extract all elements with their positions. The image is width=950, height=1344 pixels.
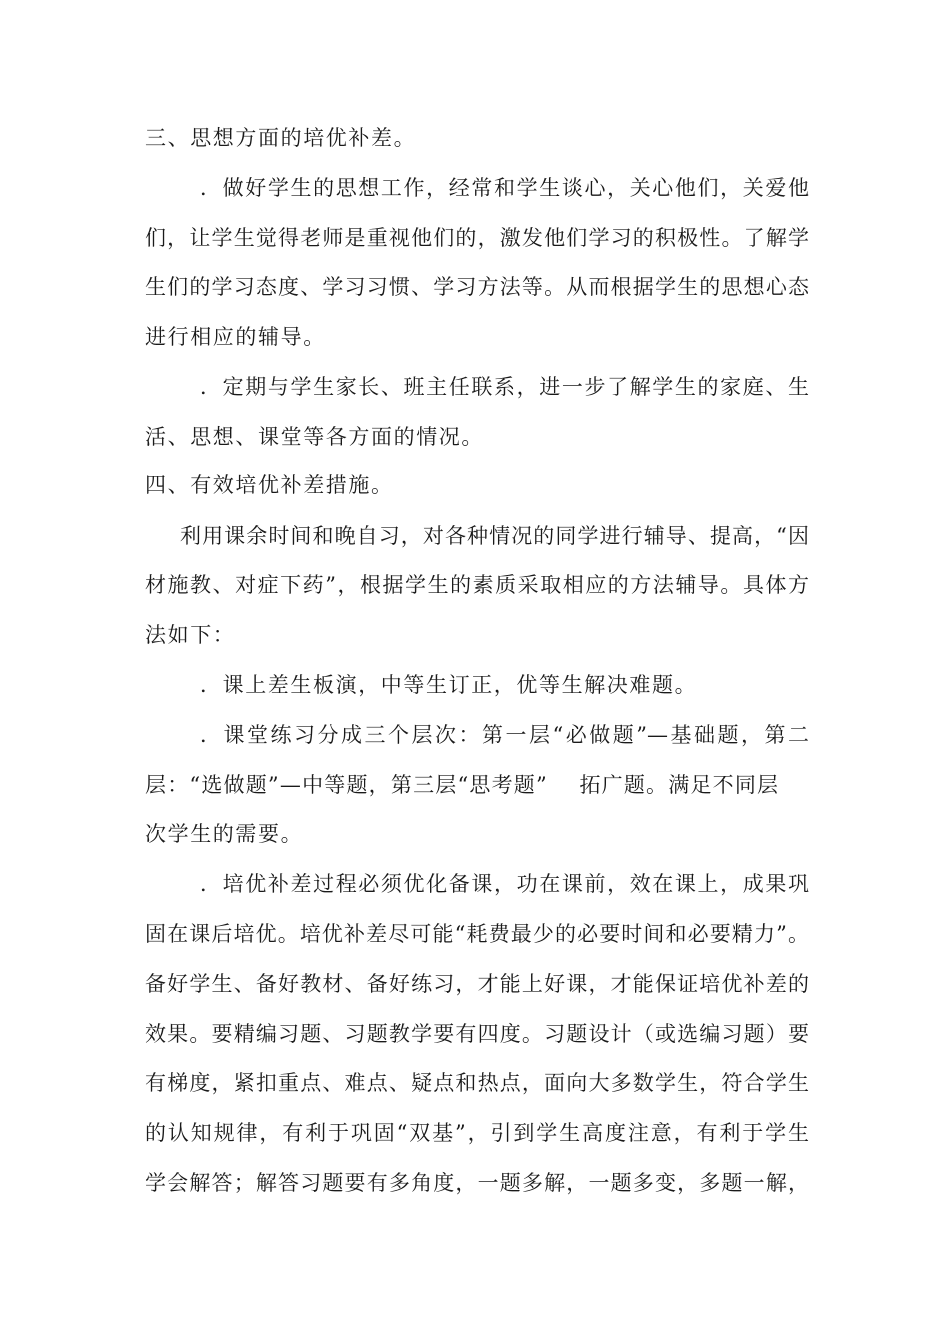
paragraph-line: 材施教、对症下药”，根据学生的素质采取相应的方法辅导。具体方 xyxy=(145,573,809,597)
list-item-line: ．课上差生板演，中等生订正，优等生解决难题。 xyxy=(200,673,698,697)
list-item-line: ．课堂练习分成三个层次：第一层“必做题”—基础题，第二 xyxy=(200,723,809,747)
section-heading-four: 四、有效培优补差措施。 xyxy=(145,473,394,497)
list-item-line: 有梯度，紧扣重点、难点、疑点和热点，面向大多数学生，符合学生 xyxy=(145,1071,809,1095)
list-item-line: ．培优补差过程必须优化备课，功在课前，效在课上，成果巩 xyxy=(200,872,809,896)
paragraph-line: 活、思想、课堂等各方面的情况。 xyxy=(145,425,484,449)
paragraph-line: 进行相应的辅导。 xyxy=(145,325,326,349)
list-item-line: 固在课后培优。培优补差尽可能“耗费最少的必要时间和必要精力”。 xyxy=(145,922,809,946)
paragraph-line: 生们的学习态度、学习习惯、学习方法等。从而根据学生的思想心态 xyxy=(145,275,809,299)
paragraph-line: ．定期与学生家长、班主任联系，进一步了解学生的家庭、生 xyxy=(200,375,809,399)
list-item-line: 次学生的需要。 xyxy=(145,822,304,846)
paragraph-line: 们，让学生觉得老师是重视他们的，激发他们学习的积极性。了解学 xyxy=(145,226,809,250)
list-item-line: 学会解答；解答习题要有多角度，一题多解，一题多变，多题一解， xyxy=(145,1171,809,1195)
list-item-line: 备好学生、备好教材、备好练习，才能上好课，才能保证培优补差的 xyxy=(145,972,809,996)
list-item-line: 效果。要精编习题、习题教学要有四度。习题设计（或选编习题）要 xyxy=(145,1022,809,1046)
paragraph-line: 利用课余时间和晚自习，对各种情况的同学进行辅导、提高，“因 xyxy=(180,524,809,548)
paragraph-line: 法如下： xyxy=(145,623,236,647)
list-item-line: 的认知规律，有利于巩固“双基”，引到学生高度注意，有利于学生 xyxy=(145,1121,809,1145)
section-heading-three: 三、思想方面的培优补差。 xyxy=(145,126,417,150)
paragraph-line: ．做好学生的思想工作，经常和学生谈心，关心他们，关爱他 xyxy=(200,176,809,200)
list-item-line: 层：“选做题”—中等题，第三层“思考题” 拓广题。满足不同层 xyxy=(145,773,780,797)
